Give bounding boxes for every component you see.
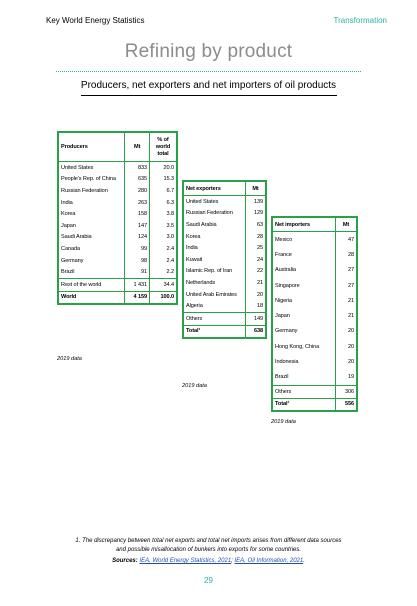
importer-row [272, 370, 357, 386]
value-cell: 47 [347, 236, 354, 243]
importer-row [272, 324, 357, 339]
country-cell: People's Rep. of China [58, 174, 125, 186]
footnote-sources [0, 558, 417, 564]
producers-table [57, 131, 178, 305]
value-cell: 129 [253, 210, 263, 217]
exporters-col-header: Net exporters [183, 181, 245, 196]
importer-row [272, 263, 357, 278]
country-cell: Brazil [58, 266, 125, 278]
value-cell: 20.0 [163, 164, 174, 171]
value-cell: 25 [256, 245, 263, 252]
value-cell: 27 [347, 282, 354, 289]
importers-col-header: Net importers [272, 217, 336, 232]
producer-row [58, 232, 177, 244]
value-cell: 158 [125, 208, 150, 220]
exporter-row [183, 196, 266, 208]
value-cell: 20 [347, 359, 354, 366]
value-cell: 91 [125, 266, 150, 278]
exporter-row [183, 266, 266, 278]
country-cell: Mexico [272, 232, 336, 248]
exporters-others-row: Others 149 [183, 312, 266, 325]
value-cell: 28 [256, 233, 263, 240]
producer-row [58, 255, 177, 267]
net-exporters-table [182, 180, 267, 339]
value-cell: 99 [125, 243, 150, 255]
country-cell: India [183, 242, 245, 254]
exporter-row [183, 300, 266, 312]
producer-row [58, 208, 177, 220]
country-cell: United States [58, 162, 125, 174]
header-section-name: Transformation [333, 16, 387, 25]
exporter-row [183, 254, 266, 266]
footnote-line-2: and possible misallocation of bunkers into exports for some countries. [115, 546, 302, 553]
value-cell: 63 [256, 221, 263, 228]
producers-header-row [58, 132, 177, 162]
value-cell: 139 [253, 198, 263, 205]
country-cell: Saudi Arabia [58, 232, 125, 244]
exporter-row [183, 277, 266, 289]
producer-row [58, 174, 177, 186]
country-cell: Germany [58, 255, 125, 267]
value-cell: 19 [347, 374, 354, 381]
country-cell: Korea [183, 231, 245, 243]
value-cell: 22 [256, 268, 263, 275]
world-total-row: World 4 159 100.0 [58, 291, 177, 304]
importer-row [272, 278, 357, 293]
country-cell: Islamic Rep. of Iran [183, 266, 245, 278]
country-cell: United Arab Emirates [183, 289, 245, 301]
value-cell: 635 [125, 174, 150, 186]
value-cell: 21 [347, 313, 354, 320]
sources-end: . [303, 558, 305, 564]
importer-row [272, 339, 357, 354]
importers-others-row: Others 306 [272, 385, 357, 398]
country-cell: Algeria [183, 300, 245, 312]
country-cell: Korea [58, 208, 125, 220]
country-cell: Brazil [272, 370, 336, 386]
producer-row [58, 162, 177, 174]
country-cell: Russian Federation [58, 185, 125, 197]
country-cell: Canada [58, 243, 125, 255]
net-importers-table [271, 216, 358, 412]
sources-separator: ; [231, 558, 235, 564]
importers-header-row [272, 217, 357, 232]
source-link-world-energy-statistics[interactable]: IEA, World Energy Statistics, 2021 [139, 558, 232, 564]
producer-row [58, 185, 177, 197]
value-cell: 3.8 [166, 211, 174, 218]
value-cell: 21 [347, 297, 354, 304]
footnote-line-1: 1. The discrepancy between total net exports and total net imports arises from different data sources [75, 538, 342, 544]
title-divider [56, 71, 361, 72]
value-cell: 833 [125, 162, 150, 174]
footnote-discrepancy [0, 537, 417, 554]
exporters-total-row: Total¹ 638 [183, 325, 266, 338]
value-cell: 124 [125, 232, 150, 244]
country-cell: India [58, 197, 125, 209]
country-cell: United States [183, 196, 245, 208]
page-title: Refining by product [124, 41, 293, 62]
importer-row [272, 247, 357, 262]
share-col-header: % of world total [149, 132, 177, 162]
exporter-row [183, 208, 266, 220]
mt-col-header: Mt [336, 217, 358, 232]
country-cell: Germany [272, 324, 336, 339]
value-cell: 28 [347, 251, 354, 258]
value-cell: 263 [125, 197, 150, 209]
producer-row [58, 243, 177, 255]
producer-row [58, 220, 177, 232]
value-cell: 3.5 [166, 222, 174, 229]
exporter-row [183, 219, 266, 231]
country-cell: Hong Kong, China [272, 339, 336, 354]
value-cell: 18 [256, 303, 263, 310]
country-cell: Japan [272, 308, 336, 323]
exporter-row [183, 289, 266, 301]
producer-row [58, 266, 177, 278]
country-cell: Netherlands [183, 277, 245, 289]
country-cell: Russian Federation [183, 208, 245, 220]
importer-row [272, 354, 357, 369]
country-cell: Kuwait [183, 254, 245, 266]
mt-col-header: Mt [245, 181, 266, 196]
value-cell: 20 [347, 328, 354, 335]
importer-row [272, 308, 357, 323]
page-number: 29 [204, 576, 213, 585]
value-cell: 280 [125, 185, 150, 197]
value-cell: 2.4 [166, 245, 174, 252]
subtitle-underline [81, 95, 337, 96]
importers-data-year: 2019 data [271, 419, 296, 425]
value-cell: 3.0 [166, 234, 174, 241]
importer-row [272, 232, 357, 248]
value-cell: 2.4 [166, 257, 174, 264]
header-publication-title: Key World Energy Statistics [46, 16, 145, 25]
producers-col-header: Producers [58, 132, 125, 162]
exporters-data-year: 2019 data [182, 383, 207, 389]
value-cell: 27 [347, 267, 354, 274]
value-cell: 15.3 [163, 176, 174, 183]
exporter-row [183, 231, 266, 243]
value-cell: 147 [125, 220, 150, 232]
importer-row [272, 293, 357, 308]
page-subtitle: Producers, net exporters and net importers of oil products [80, 80, 337, 91]
country-cell: France [272, 247, 336, 262]
country-cell: Australia [272, 263, 336, 278]
value-cell: 98 [125, 255, 150, 267]
country-cell: Japan [58, 220, 125, 232]
country-cell: Indonesia [272, 354, 336, 369]
country-cell: Nigeria [272, 293, 336, 308]
rest-of-world-row: Rest of the world 1 431 34.4 [58, 278, 177, 291]
producers-data-year: 2019 data [57, 356, 82, 362]
value-cell: 21 [256, 279, 263, 286]
exporter-row [183, 242, 266, 254]
source-link-oil-information[interactable]: IEA, Oil Information, 2021 [234, 558, 304, 564]
sources-label: Sources: [112, 558, 138, 564]
value-cell: 20 [347, 343, 354, 350]
country-cell: Saudi Arabia [183, 219, 245, 231]
importers-total-row: Total¹ 556 [272, 398, 357, 411]
value-cell: 2.2 [166, 269, 174, 276]
value-cell: 6.3 [166, 199, 174, 206]
mt-col-header: Mt [125, 132, 150, 162]
value-cell: 24 [256, 256, 263, 263]
producer-row [58, 197, 177, 209]
country-cell: Singapore [272, 278, 336, 293]
value-cell: 20 [256, 291, 263, 298]
value-cell: 6.7 [166, 187, 174, 194]
exporters-header-row [183, 181, 266, 196]
